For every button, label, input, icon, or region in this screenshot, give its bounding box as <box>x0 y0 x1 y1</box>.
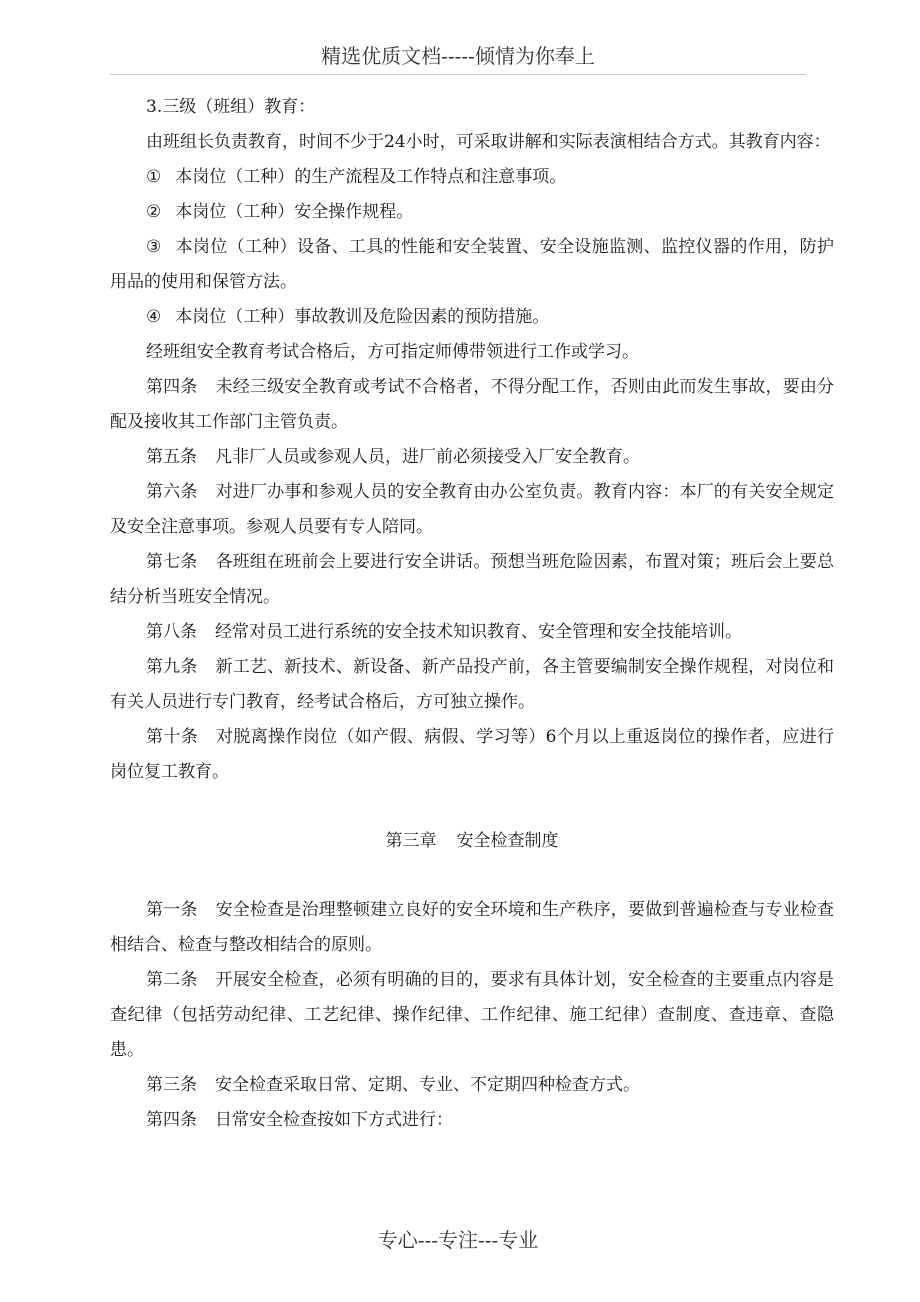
paragraph <box>110 160 834 195</box>
paragraph-text: 由班组长负责教育，时间不少于24小时，可采取讲解和实际表演相结合方式。其教育内容： <box>146 132 831 152</box>
article-paragraph <box>110 440 834 475</box>
section-education <box>110 90 834 790</box>
document-body <box>110 90 834 1138</box>
paragraph <box>110 125 834 160</box>
article-number: 第三条 <box>146 1075 197 1095</box>
article-paragraph <box>110 720 834 790</box>
paragraph <box>110 335 834 370</box>
article-number: 第五条 <box>146 447 197 467</box>
paragraph-text: 经班组安全教育考试合格后，方可指定师傅带领进行工作或学习。 <box>146 342 639 362</box>
article-number: 第七条 <box>146 552 198 572</box>
paragraph-text: 本岗位（工种）安全操作规程。 <box>175 202 414 222</box>
list-marker: ① <box>146 167 162 187</box>
paragraph-text: 未经三级安全教育或考试不合格者，不得分配工作，否则由此而发生事故，要由分配及接收其工作部门主管负责。 <box>110 377 835 432</box>
paragraph <box>110 90 834 125</box>
article-number: 第一条 <box>146 900 198 920</box>
page-header: 精选优质文档-----倾情为你奉上 <box>321 44 595 68</box>
paragraph-text: 日常安全检查按如下方式进行： <box>215 1110 453 1130</box>
paragraph-text: 凡非厂人员或参观人员，进厂前必须接受入厂安全教育。 <box>215 447 640 467</box>
article-number: 第九条 <box>146 657 198 677</box>
chapter-title: 安全检查制度 <box>456 831 559 851</box>
paragraph-text: 本岗位（工种）设备、工具的性能和安全装置、安全设施监测、监控仪器的作用，防护用品的使用和保管方法。 <box>110 237 834 292</box>
list-marker: ② <box>146 202 162 222</box>
paragraph-text: 3.三级（班组）教育： <box>146 97 316 117</box>
article-number: 第十条 <box>146 727 199 747</box>
article-paragraph <box>110 370 834 440</box>
article-paragraph <box>110 963 834 1068</box>
paragraph <box>110 300 834 335</box>
paragraph-text: 新工艺、新技术、新设备、新产品投产前，各主管要编制安全操作规程，对岗位和有关人员进行专门教育，经考试合格后，方可独立操作。 <box>110 657 835 712</box>
article-number: 第六条 <box>146 482 198 502</box>
paragraph-text: 对进厂办事和参观人员的安全教育由办公室负责。教育内容：本厂的有关安全规定及安全注意事项。参观人员要有专人陪同。 <box>110 482 835 537</box>
list-marker: ③ <box>146 237 162 257</box>
paragraph-text: 安全检查采取日常、定期、专业、不定期四种检查方式。 <box>215 1075 640 1095</box>
paragraph-text: 本岗位（工种）事故教训及危险因素的预防措施。 <box>175 307 550 327</box>
article-number: 第八条 <box>146 622 197 642</box>
article-number: 第二条 <box>146 970 198 990</box>
paragraph <box>110 195 834 230</box>
article-number: 第四条 <box>146 1110 197 1130</box>
article-paragraph <box>110 545 834 615</box>
chapter-number: 第三章 <box>385 831 437 851</box>
article-paragraph <box>110 893 834 963</box>
article-paragraph <box>110 1068 834 1103</box>
article-paragraph <box>110 615 834 650</box>
chapter-heading <box>110 824 834 859</box>
paragraph-text: 对脱离操作岗位（如产假、病假、学习等）6个月以上重返岗位的操作者，应进行岗位复工教育。 <box>110 727 834 782</box>
paragraph-text: 各班组在班前会上要进行安全讲话。预想当班危险因素，布置对策；班后会上要总结分析当班安全情况。 <box>110 552 835 607</box>
paragraph <box>110 230 834 300</box>
article-number: 第四条 <box>146 377 198 397</box>
paragraph-text: 安全检查是治理整顿建立良好的安全环境和生产秩序，要做到普遍检查与专业检查相结合、检查与整改相结合的原则。 <box>110 900 835 955</box>
section-inspection <box>110 893 834 1138</box>
paragraph-text: 开展安全检查，必须有明确的目的，要求有具体计划，安全检查的主要重点内容是查纪律（包括劳动纪律、工艺纪律、操作纪律、工作纪律、施工纪律）查制度、查违章、查隐患。 <box>110 970 835 1060</box>
paragraph-text: 本岗位（工种）的生产流程及工作特点和注意事项。 <box>175 167 567 187</box>
article-paragraph <box>110 1103 834 1138</box>
header-divider <box>110 74 806 75</box>
page-footer: 专心---专注---专业 <box>377 1228 539 1252</box>
paragraph-text: 经常对员工进行系统的安全技术知识教育、安全管理和安全技能培训。 <box>215 622 742 642</box>
list-marker: ④ <box>146 307 162 327</box>
article-paragraph <box>110 650 834 720</box>
article-paragraph <box>110 475 834 545</box>
